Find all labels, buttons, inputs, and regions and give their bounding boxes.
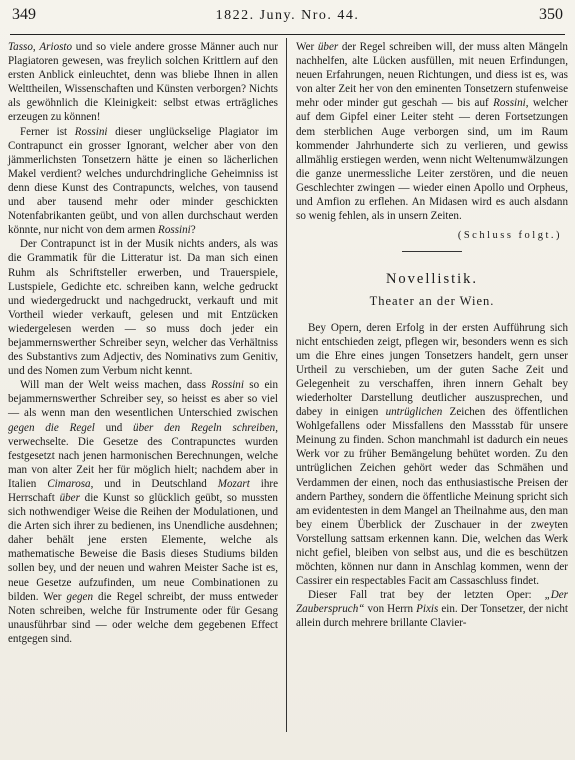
- section-heading: Novellistik.: [385, 271, 479, 288]
- left-column: [8, 40, 278, 646]
- continuation-note: (Schluss folgt.): [457, 230, 562, 242]
- italic-text: „Der Zauberspruch“: [296, 589, 568, 616]
- italic-text: Cimarosa: [47, 477, 91, 490]
- italic-text: Rossini: [158, 224, 191, 237]
- italic-text: Rossini: [211, 379, 244, 392]
- italic-text: über: [317, 41, 339, 53]
- paragraph: Der Contrapunct ist in der Musik nichts anders, als was die Grammatik für die Litteratur ist. Da man sich einen Ruhm als Schriftsteller erwerben, und Trauerspiele, Lustspiele, Gedichte etc. schreiben kann, welche gedruckt und wiedergedruckt und nachgedruckt, verkauft und mit Vortheil wieder verkauft, gelesen und mit Entzücken wiedergelesen werden — so muss doch jeder ein bejammernswerther Schreiber seyn, welcher das Verhältniss des Substantivs zum Adjectiv, des Nominativs zum Genitiv, und des Nomen zum Verbum nicht kennt.: [8, 238, 278, 378]
- italic-text: Pixis: [416, 603, 439, 616]
- page-number-right: 350: [539, 6, 563, 23]
- section-divider: [402, 251, 462, 252]
- column-divider: [286, 38, 287, 732]
- subsection-heading: Theater an der Wien.: [369, 294, 495, 309]
- paragraph: Dieser Fall trat bey der letzten Oper: „Der Zauberspruch“ von Herrn Pixis ein. Der Tonsetzer, der nicht allein durch mehrere brillante Clavier-: [296, 589, 568, 630]
- paragraph: Wer über der Regel schreiben will, der muss alten Mängeln nachhelfen, alte Lücken ausfüllen, mit neuen Erfindungen, neuen Erfahrungen, neuen Richtungen, und diess ist es, was von alter Zeit her von den eminenten Tonsetzern stufenweise mehr oder minder gut geschah — bis auf Rossini, welcher auf dem Gipfel einer Leiter steht — deren Fortsetzungen dem sterblichen Auge verborgen sind, um im Raum kommender Jahrhunderte sich zu verlieren, und gewiss allmählig erstiegen werden, wenn nicht Weltenumwälzungen die ganze unermessliche Leiter zerstören, und die neuen Geschlechter zwingen — wieder einen Apollo und Orpheus, und Amfion zu erflehen. An Midasen wird es auch alsdann so wenig fehlen, als in unsern Zeiten.: [296, 41, 568, 223]
- italic-text: Mozart: [217, 477, 250, 490]
- italic-text: über: [59, 492, 80, 504]
- paragraph: Ferner ist Rossini dieser unglückselige Plagiator im Contrapunct ein grosser Ignorant, welcher aber von den jämmerlichsten Tonsetzern hätte je einen so lächerlichen Makel verdient? welches undurchdringliche Geheimniss ist denn diese Kunst des Contrapuncts, welches, von tausend und aber tausend mehr oder minder geschickten Notenfabrikanten geübt, und von allen durchschaut werden könnte, nur nicht von dem armen Rossini?: [8, 125, 278, 237]
- italic-text: untrüglichen: [385, 406, 443, 419]
- italic-text: gegen die Regel: [8, 421, 95, 434]
- italic-text: gegen: [66, 590, 94, 603]
- page-number-left: 349: [12, 6, 36, 23]
- header-rule: [10, 34, 565, 35]
- italic-text: Ariosto: [39, 41, 73, 53]
- paragraph: Will man der Welt weiss machen, dass Rossini so ein bejammernswerther Schreiber sey, so heisst es aber so viel — als wenn man den wesentlichen Unterschied zwischen gegen die Regel und über den Regeln schreiben, verwechselte. Die Gesetze des Contrapunctes wurden festgesetzt nach jenen harmonischen Berechnungen, welche man von alter Zeit her für möglich hielt; nachdem aber in Italien Cimarosa, und in Deutschland Mozart ihre Herrschaft über die Kunst so glücklich geübt, so mussten sich nothwendiger Weise die Reihen der Modulationen, und die Arten sich ihrer zu bedienen, ins Unendliche ausdehnen; daher behält jene ersten Elemente, welche als mathematische Beweise die Basis dieses Studiums bilden sollen bey, und der neuen und wahren Meister Sache ist es, neue Gesetze aufzufinden, um neue Combinationen zu bilden. Wer gegen die Regel schreibt, der muss entweder Noten schreiben, welche für Instrumente oder für Gesang unausführbar sind — oder welche dem gegebenen Effect entgegen sind.: [8, 379, 278, 645]
- italic-text: Rossini: [74, 125, 108, 138]
- italic-text: Rossini: [493, 97, 526, 110]
- paragraph: Bey Opern, deren Erfolg in der ersten Aufführung sich nicht entschieden zeigt, pflegen wir, besonders wenn es sich um die Ehre eines jungen Tonsetzers handelt, gern unser Urtheil zu verschieben, um der guten Sache Zeit und Gelegenheit zu verschaffen, ihren innern Gehalt bey wiederholter Darstellung deutlicher auszusprechen, und dabey in einigen untrüglichen Zeichen des öffentlichen Wohlgefallens oder Missfallens den Massstab für unsere Meinung zu finden. Schon manchmahl ist dadurch ein neues Werk vor zu früher Bemängelung behütet worden. Zu den untrüglichen Zeichen gehört weder das Schmähen und Verdammen der einen, noch das enthusiastische Preisen der andern Parthey, sondern die öffentliche Meinung spricht sich am evidentesten in dem Mangel an Theilnahme aus, den man bey einem Überblick der Zuschauer in der zweyten Vorstellung sattsam erkennen kann. Die, welchen das Werk nicht gefiel, bleiben von selbst aus, und die es beschützen möchten, können nur dann in Anschlag kommen, wenn der Cassirer ein respectables Facit am Cassaschluss findet.: [296, 321, 568, 588]
- right-column: [296, 40, 568, 631]
- page-header: [12, 6, 563, 30]
- italic-text: Tasso: [8, 41, 33, 53]
- running-title: 1822. Juny. Nro. 44.: [215, 8, 360, 23]
- italic-text: über den Regeln schreiben: [133, 421, 276, 434]
- paragraph: Tasso, Ariosto und so viele andere grosse Männer auch nur Plagiatoren gewesen, was freylich solchen Krittlern auf den ersten Anblick einleuchtet, denn was bliebe Ihnen in allen Welttheilen, Wissenschaften und Künsten verborgen? Nichts als gewöhnlich die Kleinigkeit: selbst etwas erträgliches erzeugen zu können!: [8, 41, 279, 124]
